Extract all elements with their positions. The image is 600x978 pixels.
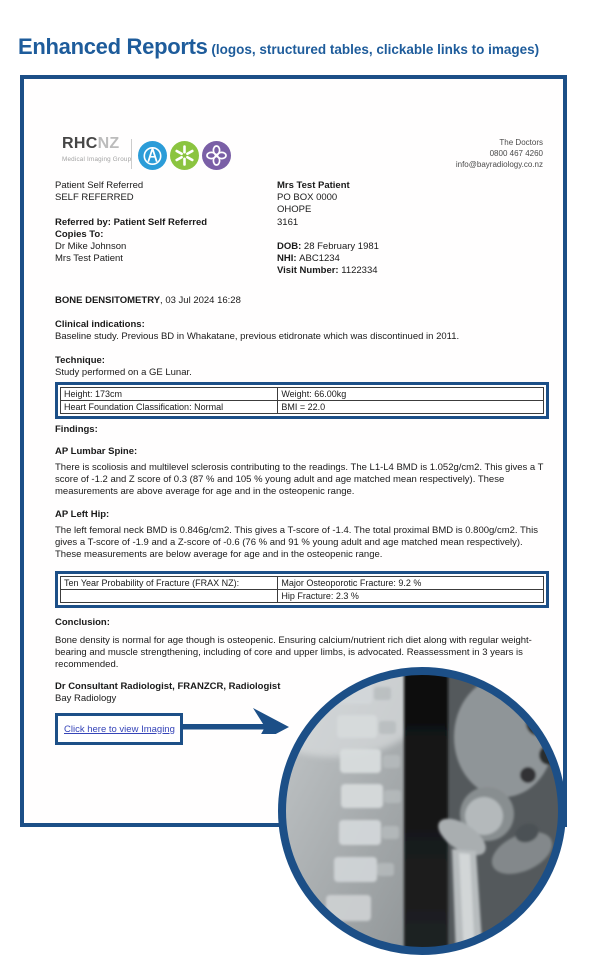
clinic-phone: 0800 467 4260 [489, 149, 543, 158]
clinic-email: info@bayradiology.co.nz [455, 160, 543, 169]
referral-line: SELF REFERRED [55, 192, 134, 204]
arrow-right-icon [183, 684, 291, 734]
hip-findings-text: The left femoral neck BMD is 0.846g/cm2. This gives a T-score of -1.4. The total proximal BMD is 0.800g/cm2. This gives a T-score of -1.9 and a Z-score of -0.6 (76 % and 91 % young adult and age matched mean respectively). These measurements are below average for age and in the osteopenic range. [55, 525, 538, 561]
patient-block [277, 180, 379, 278]
findings-heading: Findings: [55, 424, 98, 435]
logo-tagline: Medical Imaging Group [62, 156, 132, 163]
page-title-sub: (logos, structured tables, clickable links to images) [207, 42, 540, 57]
starburst-icon [170, 141, 199, 170]
logo-circle-green [170, 141, 199, 170]
clinical-indications-heading: Clinical indications: [55, 319, 145, 330]
clinical-indications-text: Baseline study. Previous BD in Whakatane, previous etidronate which was discontinued in 2011. [55, 331, 460, 342]
patient-address: OHOPE [277, 204, 312, 216]
logo-circle-purple [202, 141, 231, 170]
rhcnz-logo [62, 137, 131, 167]
table-row: Ten Year Probability of Fracture (FRAX NZ): Major Osteoporotic Fracture: 9.2 % [61, 577, 544, 590]
xray-preview-image [276, 665, 568, 957]
view-imaging-link[interactable]: Click here to view Imaging [64, 723, 175, 735]
patient-address: PO BOX 0000 [277, 192, 338, 204]
view-imaging-link-box[interactable] [55, 713, 183, 745]
flower-icon [202, 141, 231, 170]
referred-by: Referred by: Patient Self Referred [55, 216, 208, 228]
radiology-org: Bay Radiology [55, 693, 117, 704]
logo-circle-blue [138, 141, 167, 170]
table-row: Hip Fracture: 2.3 % [61, 590, 544, 603]
patient-dob: DOB: 28 February 1981 [277, 241, 379, 252]
conclusion-text: Bone density is normal for age though is osteopenic. Ensuring calcium/nutrient rich diet along with regular weight-bearing and muscle strengthening, including of core and upper limbs, is advocated. Reassessment in 3 years is recommended. [55, 635, 532, 671]
measurements-table [60, 387, 544, 414]
copy-recipient: Mrs Test Patient [55, 253, 123, 265]
hip-heading: AP Left Hip: [55, 509, 110, 520]
patient-visit-number: Visit Number: 1122334 [277, 265, 378, 277]
patient-name: Mrs Test Patient [277, 180, 350, 191]
referral-block [55, 180, 207, 265]
patient-nhi: NHI: ABC1234 [277, 253, 340, 265]
referral-line: Patient Self Referred [55, 180, 144, 191]
a-badge-icon [138, 141, 167, 170]
spine-findings-text: There is scoliosis and multilevel sclerosis contributing to the readings. The L1-L4 BMD is 1.052g/cm2. This gives a T score of -1.2 and Z score of 0.3 (87 % and 105 % young adult and age matched mean respectively). These measurements are above average for age and in the osteopenic range. [55, 462, 544, 498]
table-row: Heart Foundation Classification: Normal BMI = 22.0 [61, 401, 544, 414]
page-title-main: Enhanced Reports [18, 34, 208, 59]
clinic-contact-block [456, 137, 543, 170]
conclusion-heading: Conclusion: [55, 617, 110, 628]
measurements-table-highlight [55, 382, 549, 419]
radiologist-signature: Dr Consultant Radiologist, FRANZCR, Radiologist [55, 681, 281, 692]
logo-nz-text: NZ [97, 135, 120, 152]
copies-to-label: Copies To: [55, 228, 104, 240]
spine-heading: AP Lumbar Spine: [55, 446, 138, 457]
frax-table-highlight [55, 571, 549, 608]
patient-address: 3161 [277, 216, 299, 228]
frax-table [60, 576, 544, 603]
report-title-line: BONE DENSITOMETRY, 03 Jul 2024 16:28 [55, 295, 241, 306]
logo-rhc-text: RHC [62, 135, 98, 152]
technique-heading: Technique: [55, 355, 105, 366]
logo-divider [131, 139, 132, 169]
table-row: Height: 173cm Weight: 66.00kg [61, 388, 544, 401]
page-title [18, 34, 539, 60]
technique-text: Study performed on a GE Lunar. [55, 367, 192, 378]
copy-recipient: Dr Mike Johnson [55, 241, 127, 252]
clinic-name: The Doctors [499, 138, 543, 147]
